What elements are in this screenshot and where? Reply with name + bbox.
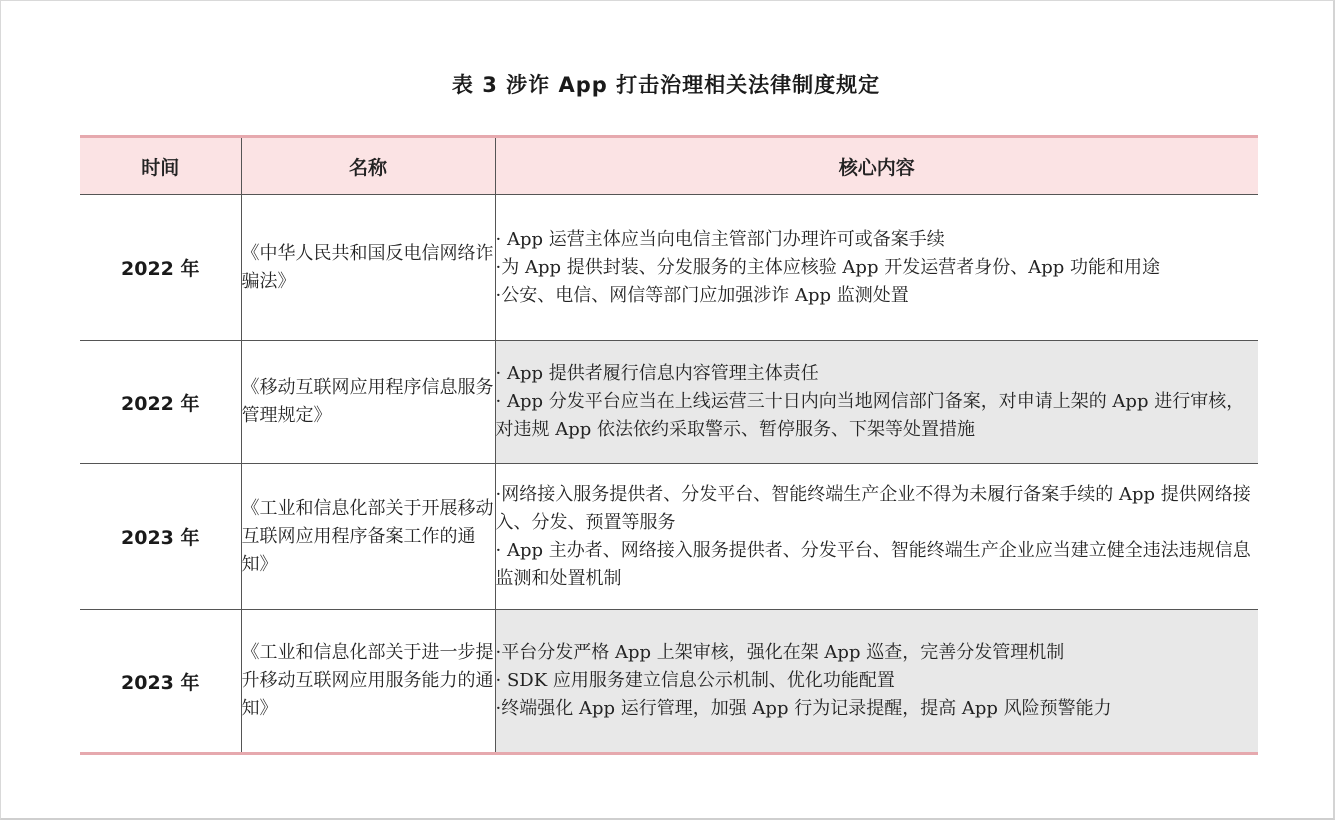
header-content: 核心内容 xyxy=(495,137,1258,195)
content-item: · App 主办者、网络接入服务提供者、分发平台、智能终端生产企业应当建立健全违法违规信息监测和处置机制 xyxy=(495,539,1251,589)
table-row xyxy=(80,610,1258,754)
content-cell xyxy=(495,195,1258,341)
time-cell: 2022 年 xyxy=(80,195,241,341)
content-item: ·公安、电信、网信等部门应加强涉诈 App 监测处置 xyxy=(495,284,909,306)
time-cell: 2022 年 xyxy=(80,341,241,464)
table-title: 表 3 涉诈 App 打击治理相关法律制度规定 xyxy=(451,73,881,97)
content-item: ·终端强化 App 运行管理，加强 App 行为记录提醒，提高 App 风险预警能力 xyxy=(495,698,1112,719)
law-table xyxy=(80,135,1258,755)
content-item: · SDK 应用服务建立信息公示机制、优化功能配置 xyxy=(495,670,895,691)
content-cell xyxy=(495,464,1258,610)
time-cell: 2023 年 xyxy=(80,610,241,754)
content-cell xyxy=(495,341,1258,464)
content-item: ·为 App 提供封装、分发服务的主体应核验 App 开发运营者身份、App 功能和用途 xyxy=(495,256,1160,278)
content-item: · App 分发平台应当在上线运营三十日内向当地网信部门备案，对申请上架的 App 进行审核，对违规 App 依法依约采取警示、暂停服务、下架等处置措施 xyxy=(495,391,1245,440)
header-row xyxy=(80,137,1258,195)
content-cell xyxy=(495,610,1258,754)
content-item: ·网络接入服务提供者、分发平台、智能终端生产企业不得为未履行备案手续的 App 提供网络接入、分发、预置等服务 xyxy=(495,483,1251,533)
name-cell: 《中华人民共和国反电信网络诈骗法》 xyxy=(241,195,495,341)
content-item: · App 提供者履行信息内容管理主体责任 xyxy=(495,363,819,384)
header-name: 名称 xyxy=(241,137,495,195)
table-row xyxy=(80,464,1258,610)
name-cell: 《移动互联网应用程序信息服务管理规定》 xyxy=(241,341,495,464)
header-time: 时间 xyxy=(80,137,241,195)
table-row xyxy=(80,341,1258,464)
content-item: · App 运营主体应当向电信主管部门办理许可或备案手续 xyxy=(495,228,945,250)
name-cell: 《工业和信息化部关于进一步提升移动互联网应用服务能力的通知》 xyxy=(241,610,495,754)
table-row xyxy=(80,195,1258,341)
name-cell: 《工业和信息化部关于开展移动互联网应用程序备案工作的通知》 xyxy=(241,464,495,610)
time-cell: 2023 年 xyxy=(80,464,241,610)
content-item: ·平台分发严格 App 上架审核，强化在架 App 巡查，完善分发管理机制 xyxy=(495,642,1065,663)
